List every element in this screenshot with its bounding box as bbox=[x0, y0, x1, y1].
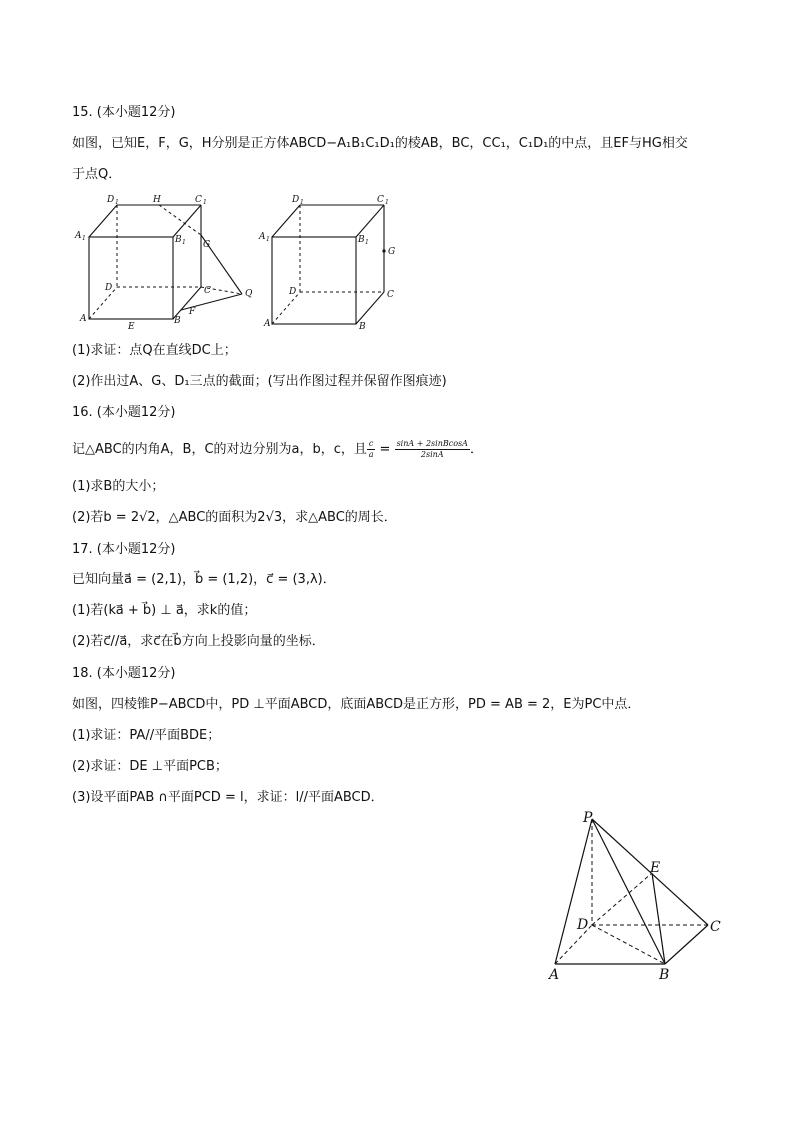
q15-fig1-label-b1: B bbox=[175, 235, 182, 245]
q18-header: 18. (本小题12分) bbox=[72, 666, 176, 681]
q15-fig1-label-d1: D bbox=[107, 195, 115, 205]
q18-fig-label-b: B bbox=[659, 967, 670, 983]
q15-fig1-sub-b1: 1 bbox=[182, 239, 186, 246]
q18-fig-label-e: E bbox=[650, 860, 661, 876]
q15-fig1-sub-c1: 1 bbox=[203, 199, 207, 206]
q18-part2: (2)求证：DE ⊥平面PCB； bbox=[72, 759, 228, 774]
q18-fig-label-c: C bbox=[710, 919, 721, 935]
q15-fig2-label-a1: A bbox=[259, 232, 266, 242]
q15-fig1-label-d: D bbox=[105, 283, 113, 293]
q15-figure-cube-plain bbox=[255, 190, 415, 335]
q15-fig2-label-a: A bbox=[264, 319, 271, 329]
q15-fig1-label-f: F bbox=[189, 307, 196, 317]
q15-fig2-sub-d1: 1 bbox=[300, 199, 304, 206]
q16-stem-post: ． bbox=[469, 442, 483, 457]
q15-fig1-label-a1: A bbox=[75, 231, 82, 241]
q15-header: 15. (本小题12分) bbox=[72, 105, 176, 120]
q16-eq: = bbox=[375, 442, 395, 457]
q16-frac-rhs-num: sinA + 2sinBcosA bbox=[396, 439, 468, 448]
q15-fig1-label-q: Q bbox=[245, 289, 253, 299]
q15-fig1-label-e: E bbox=[128, 322, 135, 332]
q15-stem-line1: 如图，已知E，F，G，H分别是正方体ABCD−A₁B₁C₁D₁的棱AB，BC，CC₁，C₁D₁的中点，且EF与HG相交 bbox=[72, 136, 688, 151]
q16-stem bbox=[72, 435, 483, 465]
q15-part1: (1)求证：点Q在直线DC上； bbox=[72, 343, 237, 358]
q16-frac-c-den: a bbox=[368, 450, 374, 459]
q15-fig2-label-g: G bbox=[388, 247, 396, 257]
q18-fig-label-a: A bbox=[549, 967, 560, 983]
q15-fig2-label-b1: B bbox=[358, 235, 365, 245]
q15-fig1-label-h: H bbox=[153, 195, 161, 205]
q16-frac-rhs-den: 2sinA bbox=[420, 450, 444, 459]
q15-fig1-sub-a1: 1 bbox=[82, 235, 86, 242]
q18-fig-label-d: D bbox=[577, 917, 589, 933]
q18-stem: 如图，四棱锥P−ABCD中，PD ⊥平面ABCD，底面ABCD是正方形，PD = AB = 2，E为PC中点． bbox=[72, 697, 641, 712]
q16-part1: (1)求B的大小； bbox=[72, 479, 165, 494]
q15-fig2-label-d1: D bbox=[292, 195, 300, 205]
q15-fig2-point-g bbox=[382, 249, 385, 252]
q15-fig2-label-b: B bbox=[359, 322, 366, 332]
q17-header: 17. (本小题12分) bbox=[72, 542, 176, 557]
q15-fig2-label-d: D bbox=[289, 287, 297, 297]
q15-fig2-sub-b1: 1 bbox=[365, 239, 369, 246]
q18-part3: (3)设平面PAB ∩平面PCD = l，求证：l//平面ABCD． bbox=[72, 790, 384, 805]
q15-fig2-sub-a1: 1 bbox=[266, 236, 270, 243]
q15-fig2-label-c: C bbox=[387, 290, 394, 300]
q17-part1: (1)若(ka⃗ + b⃗) ⊥ a⃗，求k的值； bbox=[72, 603, 257, 618]
q15-figure-cube-with-q bbox=[72, 190, 262, 335]
q15-fig1-label-a: A bbox=[80, 314, 87, 324]
q16-fraction-rhs bbox=[395, 439, 470, 460]
q15-fig1-label-c: C bbox=[204, 286, 211, 296]
q15-fig2-label-c1: C bbox=[377, 195, 384, 205]
q18-part1: (1)求证：PA//平面BDE； bbox=[72, 728, 221, 743]
q15-part2: (2)作出过A、G、D₁三点的截面；(写出作图过程并保留作图痕迹) bbox=[72, 374, 447, 389]
q16-stem-pre: 记△ABC的内角A，B，C的对边分别为a，b，c，且 bbox=[72, 442, 367, 457]
q16-header: 16. (本小题12分) bbox=[72, 405, 176, 420]
q16-frac-c-num: c bbox=[368, 439, 374, 448]
q17-part2: (2)若c⃗//a⃗，求c⃗在b⃗方向上投影向量的坐标． bbox=[72, 634, 325, 649]
q18-figure-pyramid bbox=[545, 810, 730, 985]
q15-fig1-label-g: G bbox=[203, 240, 211, 250]
q15-fig1-label-b: B bbox=[174, 316, 181, 326]
q15-fig1-label-c1: C bbox=[195, 195, 202, 205]
q15-stem-line2: 于点Q． bbox=[72, 167, 122, 182]
q18-fig-label-p: P bbox=[583, 810, 593, 826]
q15-fig2-sub-c1: 1 bbox=[385, 199, 389, 206]
q17-stem: 已知向量a⃗ = (2,1)，b⃗ = (1,2)，c⃗ = (3,λ)． bbox=[72, 572, 336, 587]
q16-part2: (2)若b = 2√2，△ABC的面积为2√3，求△ABC的周长． bbox=[72, 510, 397, 525]
q15-fig1-sub-d1: 1 bbox=[115, 199, 119, 206]
